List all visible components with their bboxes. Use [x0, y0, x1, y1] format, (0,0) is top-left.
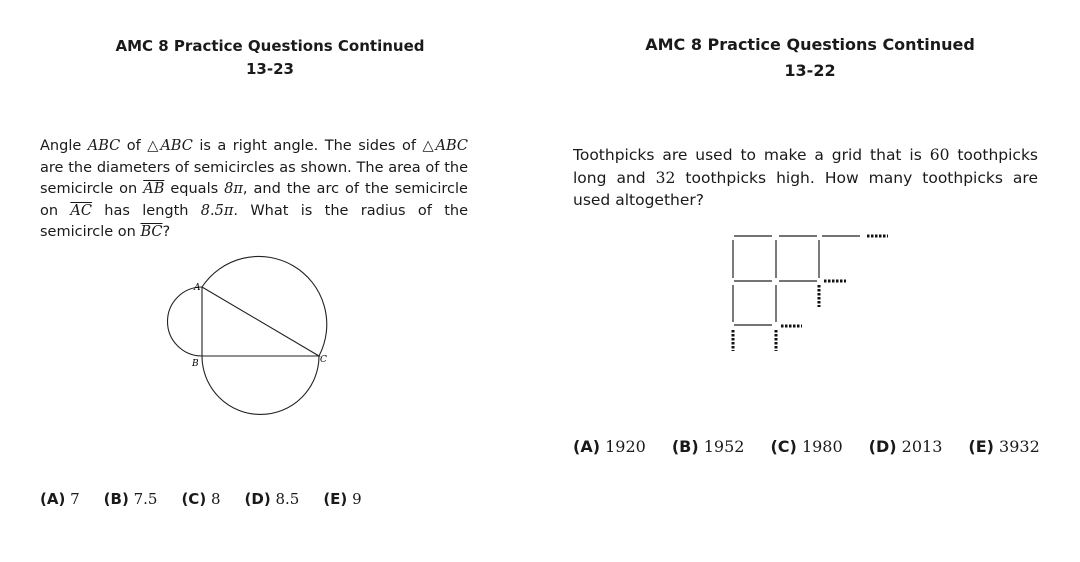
answer-choice[interactable]: (C) 1980 — [770, 437, 843, 456]
right-page-title: AMC 8 Practice Questions Continued — [645, 35, 975, 54]
triangle-abc — [202, 287, 319, 356]
toothpick-grid-figure — [720, 226, 900, 361]
right-page — [540, 0, 1080, 562]
left-page-title: AMC 8 Practice Questions Continued — [115, 37, 425, 55]
label-a: A — [194, 283, 201, 293]
answer-choice[interactable]: (B) 7.5 — [103, 490, 158, 508]
semicircle-bc — [202, 356, 319, 414]
label-b: B — [192, 359, 199, 369]
right-problem-text: Toothpicks are used to make a grid that is 60 toothpicks long and 32 toothpicks high. How many toothpicks are used altogether? — [573, 146, 1039, 209]
semicircle-ab — [168, 287, 203, 356]
answer-choice[interactable]: (C) 8 — [181, 490, 221, 508]
answer-choice[interactable]: (B) 1952 — [671, 437, 745, 456]
semicircles-figure — [150, 248, 340, 423]
left-problem-number: 13-23 — [246, 60, 294, 78]
right-answer-choices — [573, 437, 1040, 456]
answer-choice[interactable]: (D) 2013 — [868, 437, 943, 456]
semicircle-ac — [202, 256, 327, 356]
answer-choice[interactable]: (A) 7 — [40, 490, 80, 508]
answer-choice[interactable]: (D) 8.5 — [244, 490, 300, 508]
answer-choice[interactable]: (A) 1920 — [573, 437, 646, 456]
answer-choice[interactable]: (E) 3932 — [968, 437, 1040, 456]
right-problem-number: 13-22 — [784, 61, 836, 80]
left-answer-choices — [40, 490, 362, 508]
left-problem-text: Angle ABC of △ABC is a right angle. The sides of △ABC are the diameters of semicircles as shown. The area of the semicircle on $\overline{AB}$ equals 8π, and the arc of the semicircle on $\overline{AC}$ has length 8.5π. What is the radius of the semicircle on $\overline{BC}$? — [40, 138, 469, 240]
answer-choice[interactable]: (E) 9 — [323, 490, 362, 508]
label-c: C — [320, 355, 327, 365]
